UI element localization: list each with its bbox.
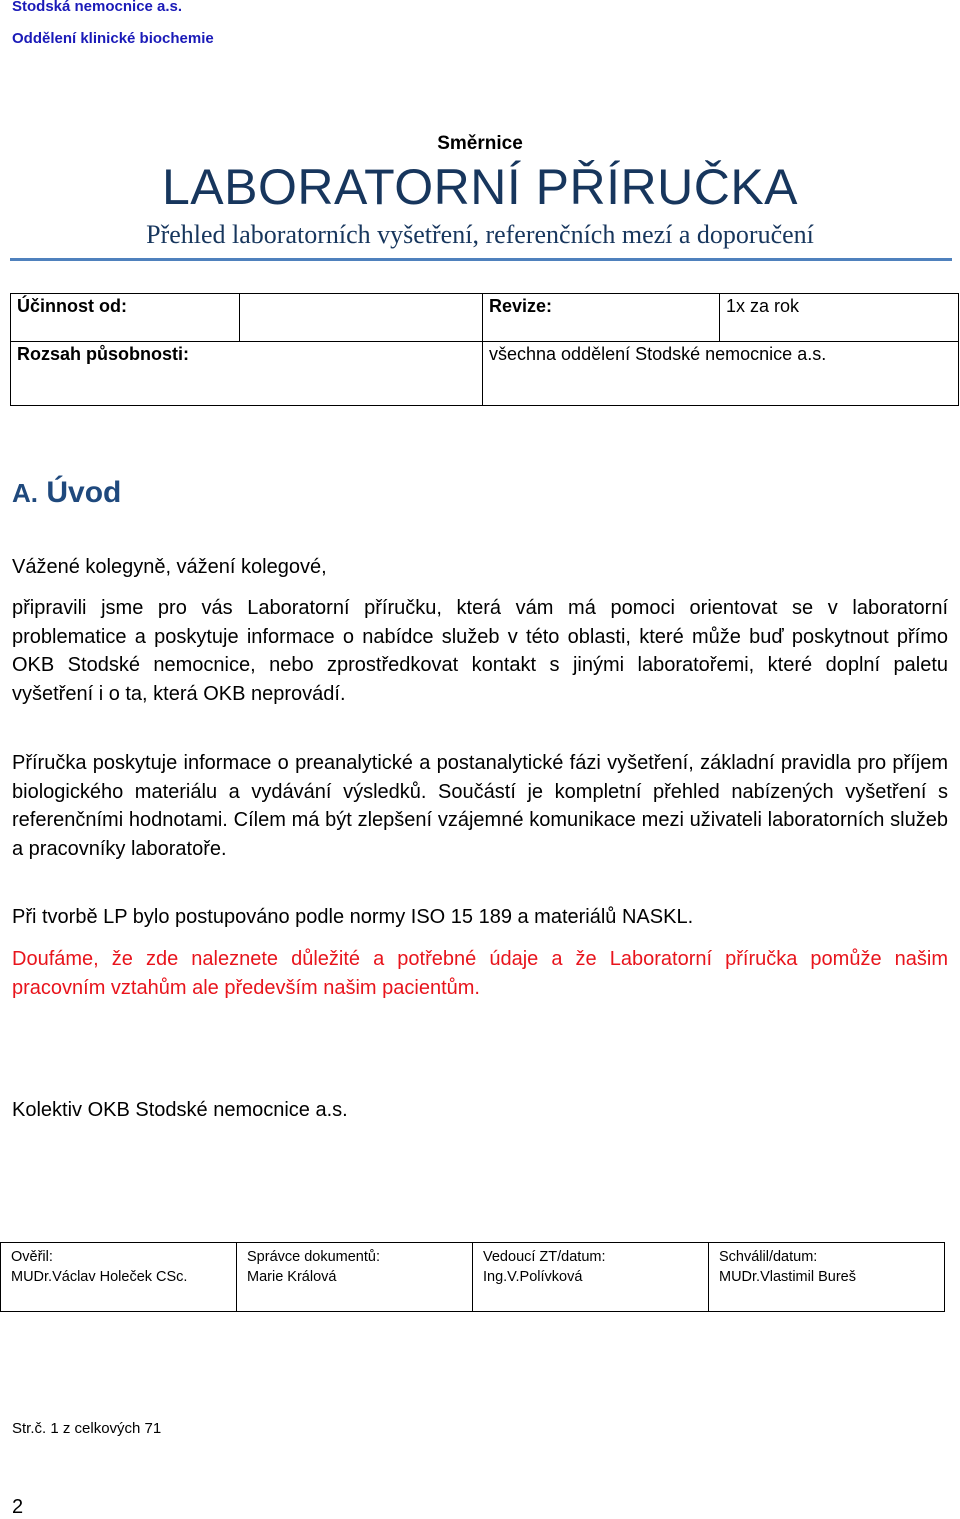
scope-value: všechna oddělení Stodské nemocnice a.s. (483, 342, 959, 406)
paragraph-3: Při tvorbě LP bylo postupováno podle normy ISO 15 189 a materiálů NASKL. (12, 906, 694, 928)
approval-name: Marie Králová (247, 1269, 337, 1285)
page-subtitle: Přehled laboratorních vyšetření, referenčních mezí a doporučení (146, 220, 814, 249)
approval-name: Ing.V.Polívková (483, 1269, 583, 1285)
approval-name: MUDr.Václav Holeček CSc. (11, 1269, 188, 1285)
approval-role: Ověřil: (11, 1249, 53, 1265)
approval-role: Vedoucí ZT/datum: (483, 1249, 606, 1265)
effective-value (240, 294, 483, 342)
approval-role: Správce dokumentů: (247, 1249, 380, 1265)
effective-label: Účinnost od: (11, 294, 240, 342)
revision-label: Revize: (483, 294, 720, 342)
document-meta-table (10, 293, 959, 406)
page-number: 2 (12, 1496, 24, 1518)
title-divider (10, 258, 952, 261)
revision-value: 1x za rok (720, 294, 959, 342)
approval-cell (709, 1243, 945, 1312)
section-title: Úvod (46, 476, 122, 509)
paragraph-2: Příručka poskytuje informace o preanalytické a postanalytické fázi vyšetření, základní pravidla pro příjem biologického materiálu a vydávání výsledků. Součástí je kompletní přehled nabízených vyšetření s referenčními hodnotami. Cílem má být zlepšení vzájemné komunikace mezi uživateli laboratorních služeb a pracovníky laboratoře. (12, 752, 948, 860)
signature-line: Kolektiv OKB Stodské nemocnice a.s. (12, 1099, 348, 1121)
page-title: LABORATORNÍ PŘÍRUČKA (161, 159, 799, 215)
department-name: Oddělení klinické biochemie (12, 30, 214, 47)
page-info: Str.č. 1 z celkových 71 (12, 1420, 162, 1437)
scope-label: Rozsah působnosti: (11, 342, 483, 406)
greeting: Vážené kolegyně, vážení kolegové, (12, 556, 327, 578)
approval-role: Schválil/datum: (719, 1249, 818, 1265)
document-type: Směrnice (437, 133, 523, 154)
approval-table (0, 1242, 945, 1312)
paragraph-4-highlight: Doufáme, že zde naleznete důležité a potřebné údaje a že Laboratorní příručka pomůže našim pracovním vztahům ale především našim pacientům. (12, 948, 948, 999)
institution-name: Stodská nemocnice a.s. (12, 0, 183, 15)
approval-cell (237, 1243, 473, 1312)
section-number: A. (12, 478, 38, 508)
approval-cell (473, 1243, 709, 1312)
approval-name: MUDr.Vlastimil Bureš (719, 1269, 856, 1285)
paragraph-1: připravili jsme pro vás Laboratorní příručku, která vám má pomoci orientovat se v laboratorní problematice a poskytuje informace o nabídce služeb v této oblasti, které může buď poskytnout přímo OKB Stodské nemocnice, nebo zprostředkovat kontakt s jinými laboratořemi, které doplní paletu vyšetření i o ta, která OKB neprovádí. (12, 597, 948, 705)
approval-cell (1, 1243, 237, 1312)
section-heading (12, 476, 121, 510)
